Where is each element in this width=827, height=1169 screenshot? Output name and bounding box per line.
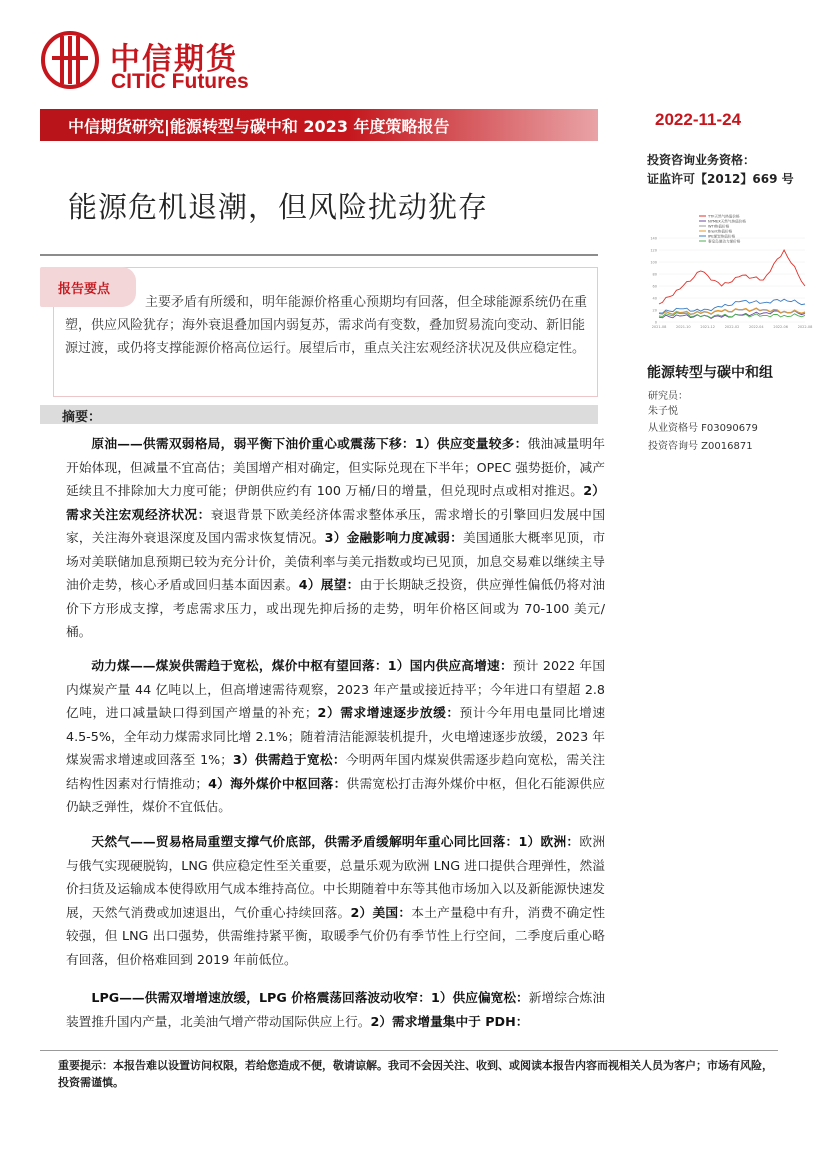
gas-heading-2: 2）美国：: [350, 904, 412, 920]
paragraph-coal: [66, 654, 605, 819]
team-name: 能源转型与碳中和组: [647, 365, 773, 381]
summary-bar: [40, 405, 598, 424]
analyst-name: 朱子悦: [648, 406, 678, 417]
chart-x-tick: 2022-02: [724, 325, 740, 329]
coal-heading-1: 动力煤——煤炭供需趋于宽松，煤价中枢有望回落：1）国内供应高增速：: [91, 658, 513, 673]
chart-x-tick: 2021-08: [651, 325, 667, 329]
paragraph-crude-oil: [66, 432, 605, 644]
crude-heading-3: 3）金融影响力度减弱：: [324, 530, 464, 545]
brand-name-en: CITIC Futures: [111, 70, 249, 93]
chart-series-line: [659, 313, 805, 318]
chart-legend-label: Brent热值价格: [708, 229, 733, 234]
chart-legend-label: NYMEX天然气热值价格: [708, 219, 746, 224]
paragraph-natural-gas: [66, 830, 605, 971]
banner-text: 中信期货研究|能源转型与碳中和 2023 年度策略报告: [68, 117, 450, 136]
brand-name-cn: 中信期货: [110, 42, 238, 77]
chart-series-line: [659, 250, 805, 304]
citic-logo-icon: [40, 30, 100, 90]
chart-legend-label: IPE煤炭热值价格: [708, 234, 736, 239]
crude-text-3: 美国通胀大概率见顶，市场对美联储加息预期已较为充分计价，美债利率与美元指数或均已见顶，加息交易难以继续主导油价走势，核心矛盾或回归基本面因素。: [66, 530, 606, 592]
analyst-license-2: 投资咨询号 Z0016871: [648, 441, 753, 452]
chart-y-tick: 40: [652, 296, 657, 301]
coal-text-4: 供需宽松打击海外煤价中枢，但化石能源供应仍缺乏弹性，煤价不宜低估。: [66, 775, 606, 814]
chart-x-tick: 2021-12: [700, 325, 715, 329]
key-points-text: 主要矛盾有所缓和，明年能源价格重心预期均有回落，但全球能源系统仍在重塑，供应风险犹存；海外衰退叠加国内弱复苏，需求尚有变数，叠加贸易流向变动、新旧能源过渡，或仍将支撑能源价格高位运行。展望后市，重点关注宏观经济状况及供应稳定性。: [65, 295, 588, 356]
energy-price-chart: [645, 210, 813, 335]
crude-text-4: 由于长期缺乏投资，供应弹性偏低仍将对油价下方形成支撑，考虑需求压力，或出现先抑后扬的走势，明年价格区间或为 70-100 美元/桶。: [66, 577, 606, 639]
report-title: 能源危机退潮，但风险扰动犹存: [68, 190, 489, 224]
footer-disclaimer: 重要提示：本报告难以设置访问权限，若给您造成不便，敬请谅解。我司不会因关注、收到、或阅读本报告内容而视相关人员为客户；市场有风险，投资需谨慎。: [58, 1059, 773, 1089]
chart-legend-label: WTI热值价格: [708, 224, 730, 229]
chart-legend-label: 秦皇岛港动力煤价格: [708, 239, 741, 244]
chart-y-tick: 140: [650, 236, 657, 241]
footer-divider: [40, 1050, 778, 1051]
report-date: 2022-11-24: [655, 110, 742, 129]
crude-text-2: 衰退背景下欧美经济体需求整体承压，需求增长的引擎回归发展中国家，关注海外衰退深度及国内需求恢复情况。: [66, 506, 606, 545]
report-banner: [40, 109, 598, 141]
qualification-line-1: 投资咨询业务资格：: [647, 153, 756, 167]
chart-y-tick: 100: [650, 260, 657, 265]
chart-legend-label: TTF天然气热值价格: [708, 214, 740, 219]
chart-x-tick: 2022-06: [773, 325, 788, 329]
crude-heading-4: 4）展望：: [298, 577, 360, 592]
coal-heading-2: 2）需求增速逐步放缓：: [317, 705, 460, 720]
crude-heading-1: 原油——供需双弱格局，弱平衡下油价重心或震荡下移：1）供应变量较多：: [91, 436, 528, 451]
chart-y-tick: 0: [654, 320, 657, 325]
title-divider: [40, 254, 598, 256]
lpg-heading-2: 2）需求增量集中于 PDH：: [370, 1013, 529, 1029]
coal-text-2: 预计今年用电量同比增速 4.5-5%，全年动力煤需求同比增 2.1%；随着清洁能源装机提升，火电增速逐步放缓，2023 年煤炭需求增速或回落至 1%；: [66, 705, 606, 767]
gas-text-2: 本土产量稳中有升，消费不确定性较强，但 LNG 出口强势，供需维持紧平衡，取暖季气价仍有季节性上行空间，二季度后重心略有回落，但价格难回到 2019 年前低位。: [66, 904, 606, 967]
key-points-label: 报告要点: [58, 282, 111, 297]
coal-heading-3: 3）供需趋于宽松：: [232, 752, 346, 767]
chart-y-tick: 80: [652, 272, 657, 277]
gas-text-1: 欧洲与俄气实现硬脱钩，LNG 供应稳定性至关重要，总量乐观为欧洲 LNG 进口提供合理弹性，然溢价扫货及运输成本使得欧用气成本维持高位。中长期随着中东等其他市场加入以及新能源快速发展，天然气消费或加速退出，气价重心持续回落。: [66, 834, 606, 920]
chart-y-tick: 20: [652, 308, 657, 313]
crude-heading-2: 2）需求关注宏观经济状况：: [66, 483, 605, 522]
coal-text-3: 今明两年国内煤炭供需逐步趋向宽松，需关注结构性因素对行情推动；: [66, 752, 606, 791]
coal-heading-4: 4）海外煤价中枢回落：: [208, 775, 347, 791]
lpg-text-1: 新增综合炼油装置推升国内产量，北美油气增产带动国际供应上行。: [66, 990, 606, 1029]
gas-heading-1: 天然气——贸易格局重塑支撑气价底部，供需矛盾缓解明年重心同比回落：1）欧洲：: [91, 834, 580, 849]
lpg-heading-1: LPG——供需双增增速放缓，LPG 价格震荡回落波动收窄：1）供应偏宽松：: [91, 990, 529, 1005]
chart-x-tick: 2022-08: [797, 325, 813, 329]
analyst-license-1: 从业资格号 F03090679: [648, 423, 758, 434]
chart-x-tick: 2021-10: [676, 325, 691, 329]
summary-label: 摘要：: [62, 410, 102, 425]
paragraph-lpg: [66, 986, 605, 1033]
analyst-role: 研究员：: [648, 391, 688, 402]
qualification-line-2: 证监许可【2012】669 号: [647, 172, 794, 186]
coal-text-1: 预计 2022 年国内煤炭产量 44 亿吨以上，但高增速需待观察，2023 年产量或接近持平；今年进口有望超 2.8 亿吨，进口减量缺口得到国产增量的补充；: [66, 658, 606, 720]
chart-y-tick: 120: [650, 248, 657, 253]
crude-text-1: 俄油减量明年开始体现，但减量不宜高估；美国增产相对确定，但实际兑现在下半年；OPEC 强势挺价，减产延续且不排除加大力度可能；伊朗供应约有 100 万桶/日的增量，但兑现时点或相对推迟。: [66, 436, 605, 498]
chart-x-tick: 2022-04: [749, 325, 764, 329]
chart-y-tick: 60: [652, 284, 657, 289]
